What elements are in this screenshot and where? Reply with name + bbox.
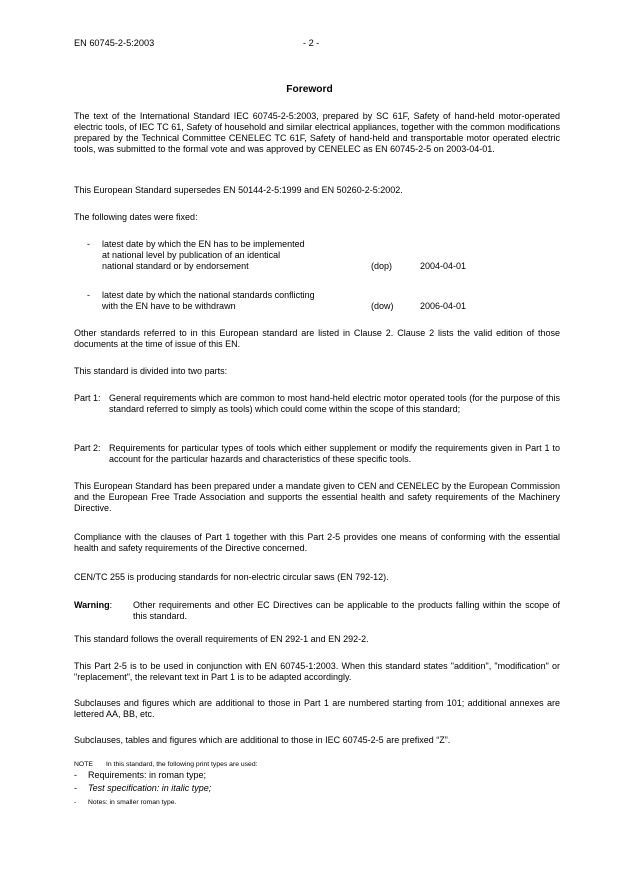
note-label: NOTE [74, 761, 93, 768]
warning-text: Other requirements and other EC Directives can be applicable to the products falling within the scope of this standard. [133, 600, 560, 621]
part-2-item [74, 443, 560, 465]
note-item-text: Notes: in smaller roman type. [88, 799, 177, 806]
list-dash: - [74, 799, 77, 806]
date-line: at national level by publication of an identical [102, 250, 281, 260]
date-line: national standard or by endorsement [102, 261, 249, 271]
supersedes-paragraph: This European Standard supersedes EN 50144-2-5:1999 and EN 50260-2-5:2002. [74, 185, 403, 195]
date-line: latest date by which the national standards conflicting [102, 290, 315, 300]
warning-label [74, 600, 112, 611]
part-label: Part 1: [74, 393, 101, 403]
list-dash: - [87, 290, 90, 300]
note-header [74, 759, 258, 770]
subclauses-101-paragraph: Subclauses and figures which are additional to those in Part 1 are numbered starting from 101; additional annexes are lettered AA, BB, etc. [74, 698, 560, 719]
part-text: General requirements which are common to most hand-held electric motor operated tools (for the purpose of this standard referred to simply as tools) which could come within the scope of this standard; [109, 393, 560, 414]
part-text: Requirements for particular types of tools which either supplement or modify the requirements given in Part 1 to account for the particular hazards and characteristics of these specific tools. [109, 443, 560, 464]
dates-intro: The following dates were fixed: [74, 212, 198, 222]
date-line: with the EN have to be withdrawn [102, 301, 236, 311]
note-item-text: Test specification: in italic type; [88, 783, 212, 793]
subclauses-z-paragraph: Subclauses, tables and figures which are additional to those in IEC 60745-2-5 are prefixed “Z”. [74, 735, 451, 745]
date-abbreviation: (dow) [371, 301, 394, 311]
date-line: latest date by which the EN has to be implemented [102, 239, 305, 249]
other-standards-paragraph: Other standards referred to in this European standard are listed in Clause 2. Clause 2 lists the valid edition of those documents at the time of issue of this EN. [74, 328, 560, 349]
date-item-text [102, 290, 372, 312]
cen-tc-paragraph: CEN/TC 255 is producing standards for non-electric circular saws (EN 792-12). [74, 572, 389, 582]
compliance-paragraph: Compliance with the clauses of Part 1 together with this Part 2-5 provides one means of conforming with the essential health and safety requirements of the Directive concerned. [74, 532, 560, 553]
part-label: Part 2: [74, 443, 101, 453]
note-item-text: Requirements: in roman type; [88, 770, 207, 780]
follows-paragraph: This standard follows the overall requirements of EN 292-1 and EN 292-2. [74, 634, 369, 644]
intro-paragraph: The text of the International Standard IEC 60745-2-5:2003, prepared by SC 61F, Safety of hand-held motor-operated electric tools, of IEC TC 61, Safety of household and similar electrical appliances, together with the common modifications prepared by the Technical Committee CENELEC TC 61F, Safety of hand-held and transportable motor operated electric tools, was submitted to the formal vote and was approved by CENELEC as EN 60745-2-5 on 2003-04-01. [74, 111, 560, 154]
date-abbreviation: (dop) [371, 261, 393, 271]
warning-block [74, 600, 560, 622]
mandate-paragraph: This European Standard has been prepared under a mandate given to CEN and CENELEC by the European Commission and the European Free Trade Association and supports the essential health and safety requirements of the Machinery Directive. [74, 481, 560, 513]
document-id: EN 60745-2-5:2003 [74, 38, 155, 48]
list-dash: - [87, 239, 90, 249]
date-value: 2004-04-01 [420, 261, 467, 271]
part-1-item [74, 393, 560, 427]
page-number: - 2 - [303, 38, 320, 48]
date-item-dow [87, 290, 507, 312]
date-item-dop [87, 239, 507, 273]
divided-paragraph: This standard is divided into two parts: [74, 366, 228, 376]
date-value: 2006-04-01 [420, 301, 467, 311]
warning-colon: : [109, 600, 113, 610]
list-dash: - [74, 783, 77, 793]
page-title: Foreword [286, 84, 333, 95]
list-dash: - [74, 770, 77, 780]
conjunction-paragraph: This Part 2-5 is to be used in conjunction with EN 60745-1:2003. When this standard states "addition", "modification" or "replacement", the relevant text in Part 1 is to be adapted accordingly. [74, 661, 560, 682]
warning-label-text: Warning [74, 600, 110, 610]
date-item-text [102, 239, 372, 272]
note-intro: In this standard, the following print types are used: [106, 761, 258, 768]
